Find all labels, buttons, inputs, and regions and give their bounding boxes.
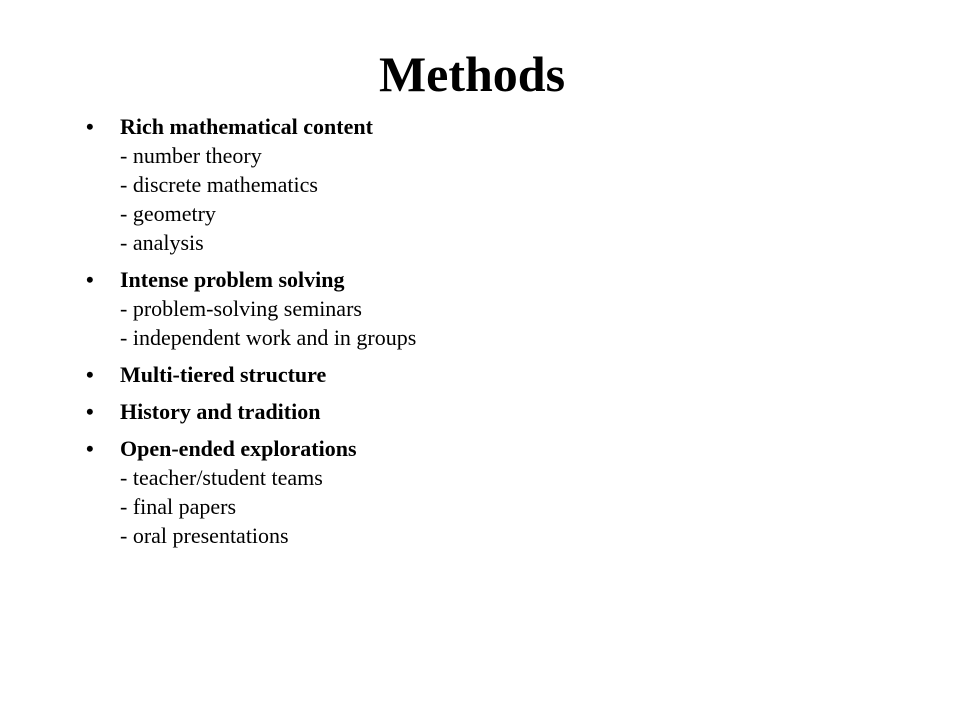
bullet-item	[86, 360, 906, 389]
bullet-icon: •	[86, 362, 94, 387]
bullet-heading: History and tradition	[120, 399, 321, 424]
bullet-item	[86, 112, 906, 257]
sub-item: - analysis	[120, 230, 204, 255]
sub-list	[120, 294, 906, 352]
sub-item: - geometry	[120, 201, 216, 226]
bullet-item	[86, 397, 906, 426]
sub-item: - number theory	[120, 143, 262, 168]
sub-list	[120, 141, 906, 257]
bullet-item	[86, 265, 906, 352]
sub-item: - teacher/student teams	[120, 465, 323, 490]
bullet-heading: Multi-tiered structure	[120, 362, 327, 387]
sub-item: - final papers	[120, 494, 237, 519]
bullet-icon: •	[86, 114, 94, 139]
bullet-list	[86, 112, 906, 558]
sub-item: - oral presentations	[120, 523, 289, 548]
bullet-heading: Rich mathematical content	[120, 114, 373, 139]
bullet-icon: •	[86, 436, 94, 461]
sub-item: - discrete mathematics	[120, 172, 318, 197]
sub-list	[120, 463, 906, 550]
slide-title: Methods	[378, 46, 566, 102]
bullet-item	[86, 434, 906, 550]
sub-item: - problem-solving seminars	[120, 296, 362, 321]
bullet-icon: •	[86, 399, 94, 424]
sub-item: - independent work and in groups	[120, 325, 417, 350]
bullet-heading: Intense problem solving	[120, 267, 345, 292]
bullet-heading: Open-ended explorations	[120, 436, 357, 461]
bullet-icon: •	[86, 267, 94, 292]
